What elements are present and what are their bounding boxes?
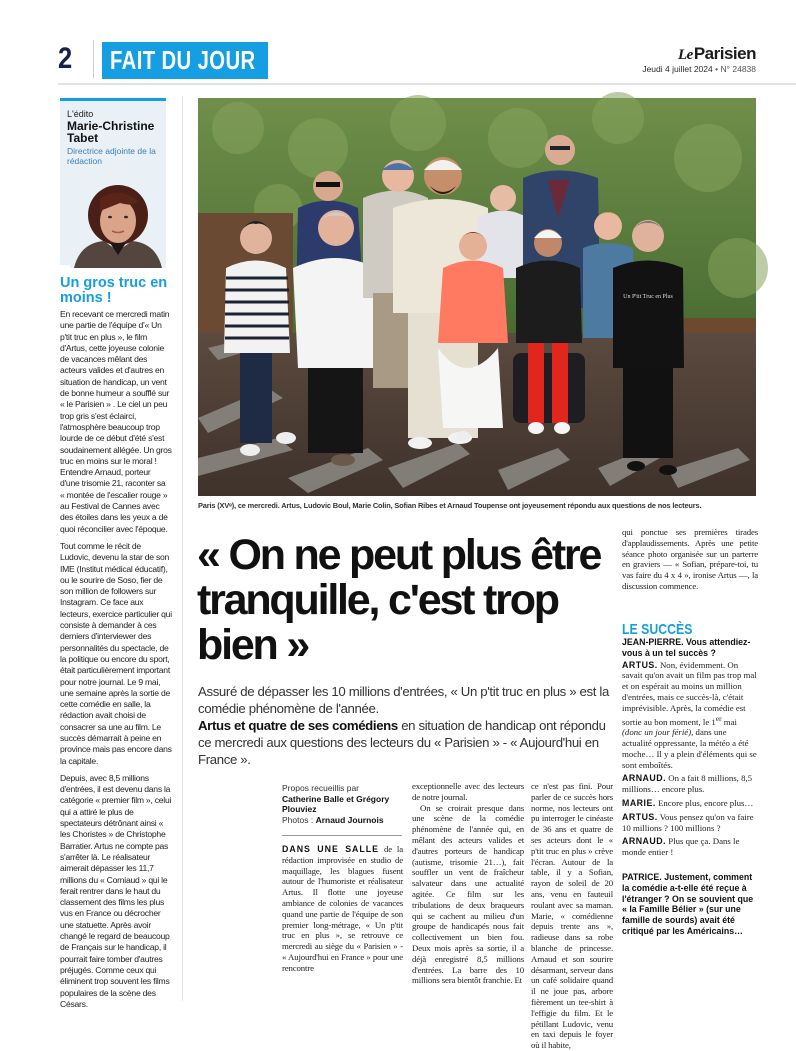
answer xyxy=(622,660,758,771)
article-column-3: ce n'est pas fini. Pour parler de ce succès hors norme, nos lecteurs ont pu interroger le cinéaste de 36 ans et quatre de ses acteurs dont le « p'tit truc en plus » crève l'écran. Autour de la table, il y a Sofian, rayon de soleil de 20 ans, venu en fauteuil roulant avec sa maman. Marie, « comédienne depuis trente ans », radieuse dans sa robe blanche de princesse. Arnaud et son sourire désarmant, serveur dans un café solidaire quand il ne joue pas, arbore fièrement un tee-shirt à l'effigie du film. Et le pétillant Ludovic, venu en taxi depuis le foyer où il habite, xyxy=(531,781,613,1051)
reader-question: JEAN-PIERRE. Vous attendiez-vous à un tel succès ? xyxy=(622,637,751,658)
answer xyxy=(622,836,758,858)
interview xyxy=(622,637,758,938)
dateline xyxy=(642,64,756,74)
speaker: ARTUS. xyxy=(622,811,658,822)
group-photo xyxy=(198,98,756,496)
answer-text: , dans une actualité oppressante, la météo a été moche… Il y a plein d'éléments qui se sont emboîtés. xyxy=(622,727,757,770)
credits xyxy=(282,783,407,825)
edito-kicker: L'édito xyxy=(67,109,94,119)
edito-box xyxy=(60,98,166,265)
answer-text: Encore plus, encore plus… xyxy=(655,798,754,809)
article-headline: « On ne peut plus être tranquille, c'est trop bien » xyxy=(197,531,601,669)
answer-text: (donc un jour férié) xyxy=(622,727,692,738)
issue-number: • N° 24838 xyxy=(715,64,756,74)
photos-author: Arnaud Journois xyxy=(315,814,384,825)
standfirst-part: Assuré de dépasser les 10 millions d'entrées, « Un p'tit truc en plus » est la comédie phénomène de l'année. xyxy=(198,684,609,716)
answer xyxy=(622,812,758,834)
tshirt-text: Un P'tit Truc en Plus xyxy=(623,294,673,300)
body-text: On se croirait presque dans une scène de la comédie phénomène de l'année qui, en mêlant des acteurs valides et d'autres porteurs de handicap (autisme, trisomie 21…), fait souffler un vent de fraîcheur salvateur dans une actualité agitée. Ce film sur les tribulations de deux braqueurs qui se cachent au milieu d'un groupe de handicapés nous fait collectivement un bien fou. Deux mois après sa sortie, il a déjà enregistré 8,5 millions d'entrées. La barre des 10 millions sera bientôt franchie. Et xyxy=(412,802,524,986)
article-column-1 xyxy=(282,844,403,974)
body-text: de la rédaction improvisée en studio de maquillage, les blagues fusent autour de l'humoriste et réalisateur Artus. Il flotte une joyeuse ambiance de colonies de vacances quand une partie de l'équipe de son premier long-métrage, « Un p'tit truc en plus », se retrouve ce mercredi au siège du « Parisien » - « Aujourd'hui en France » pour une rencontre xyxy=(282,844,403,973)
speaker: ARNAUD. xyxy=(622,836,667,847)
newspaper-logo xyxy=(678,44,756,64)
reader-question: PATRICE. Justement, comment la comédie a-t-elle été reçue à l'étranger ? On se souvient que « la Famille Bélier » (sur une famille de sourds) avait été critiqué par les Américains… xyxy=(622,872,754,937)
edito-role: Directrice adjointe de la rédaction xyxy=(67,146,156,166)
answer-text: Plus que ça. Dans le monde entier ! xyxy=(622,836,740,858)
standfirst-part: en situation de handicap ont répondu ce mercredi aux questions des lecteurs du « Parisien » - « Aujourd'hui en France ». xyxy=(198,718,606,767)
edito-body xyxy=(60,309,172,1016)
photos-label: Photos : xyxy=(282,814,316,825)
speaker: ARNAUD. xyxy=(622,773,667,784)
answer-text: Non, évidemment. On savait qu'on avait un film pas trop mal et on espérait au moins un million d'entrées, mais ce succès-là, c'était imprévisible. Après, la comédie est sortie au bon moment, le 1 xyxy=(622,659,757,727)
credits-label: Propos recueillis par xyxy=(282,783,360,793)
author-portrait xyxy=(70,171,166,268)
credits-authors: Catherine Balle et Grégory Plouviez xyxy=(282,793,390,814)
answer-text: On a fait 8 millions, 8,5 millions… encore plus. xyxy=(622,773,753,795)
logo-name: Parisien xyxy=(693,44,756,63)
article-column-4: qui ponctue ses premières tirades d'applaudissements. Après une petite séance photo organisée sur un parterre en graviers — « Sofian, prépare-toi, tu vas faire du 4 x 4 », ironise Artus —, la discussion commence. xyxy=(622,527,758,591)
rubrique-label: FAIT DU JOUR xyxy=(110,45,256,75)
page-number: 2 xyxy=(58,42,72,75)
section-title-label: LE SUCCÈS xyxy=(622,621,693,638)
edito-paragraph: Tout comme le récit de Ludovic, devenu la star de son IME (Institut médical éducatif), ou le sourire de Soso, fier de son million de followers sur Instagram. Ce face aux lecteurs, exercice particulier qui consiste à demander à ces derniers d'interviewer des personnalités du spectacle, de la politique ou encore du sport, était particulièrement important pour notre journal. Le 9 mai, une semaine après la sortie de cette comédie en salle, la rédaction avait choisi de consacrer sa une au film. Le succès démarrait à peine en province mais pas encore dans la capitale. xyxy=(60,540,172,766)
edito-title: Un gros truc en moins ! xyxy=(60,275,168,306)
edito-paragraph: Depuis, avec 8,5 millions d'entrées, il est devenu dans la catégorie « premier film », celui qui a attiré le plus de spectateurs détrônant ainsi « les Choristes » de Christophe Barratier. Artus ne compte pas s'arrêter là. Le réalisateur aimerait dépasser les 11,7 millions du « Corniaud » qui le ferait rentrer dans le haut du classement des films les plus vus en France ou décrocher une statuette. Après avoir changé le regard de beaucoup de Français sur le handicap, il pourrait faire tomber d'autres préjugés. Comme ceux qui éliminent trop souvent les films populaires de la scène des Césars. xyxy=(60,772,172,1009)
photo-caption: Paris (XVᵉ), ce mercredi. Artus, Ludovic Boul, Marie Colin, Sofian Ribes et Arnaud Toupense ont joyeusement répondu aux questions de nos lecteurs. xyxy=(198,501,702,510)
credits-rule xyxy=(282,835,402,836)
answer-text: mai xyxy=(721,716,737,727)
logo-le: Le xyxy=(678,47,693,63)
column-separator xyxy=(182,96,183,1001)
issue-date: Jeudi 4 juillet 2024 xyxy=(642,64,713,74)
speaker: ARTUS. xyxy=(622,659,658,670)
lead-in: DANS UNE SALLE xyxy=(282,844,380,854)
article-standfirst xyxy=(198,683,618,768)
header-separator xyxy=(93,40,94,78)
standfirst-bold: Artus et quatre de ses comédiens xyxy=(198,718,398,733)
answer xyxy=(622,798,758,809)
body-text: exceptionnelle avec des lecteurs de notre journal. xyxy=(412,781,524,802)
edito-author: Marie-Christine Tabet xyxy=(67,119,155,145)
answer-text: Vous pensez qu'on va faire 10 millions ? 100 millions ? xyxy=(622,811,754,833)
section-title xyxy=(622,621,708,638)
rubrique-banner xyxy=(102,42,268,79)
answer xyxy=(622,773,758,795)
answer-text: er xyxy=(715,713,722,723)
speaker: MARIE. xyxy=(622,798,656,809)
edito-paragraph: En recevant ce mercredi matin une partie de l'équipe d'« Un p'tit truc en plus », le film d'Artus, cette joyeuse colonie de vacances mêlant des acteurs valides et d'autres en situation de handicap, un vent de bonne humeur a soufflé sur « le Parisien » . Le ciel un peu trop gris s'est éclairci, l'atmosphère beaucoup trop lourde de ce début d'été s'est soudainement allégée. Un gros truc en moins sur le moral ! Entendre Arnaud, porteur d'une trisomie 21, raconter sa « montée de l'escalier rouge » au Festival de Cannes avec des étoiles dans les yeux a de quoi réconcilier avec l'époque. xyxy=(60,309,172,534)
header-rule xyxy=(58,83,796,85)
article-column-2 xyxy=(412,781,524,986)
